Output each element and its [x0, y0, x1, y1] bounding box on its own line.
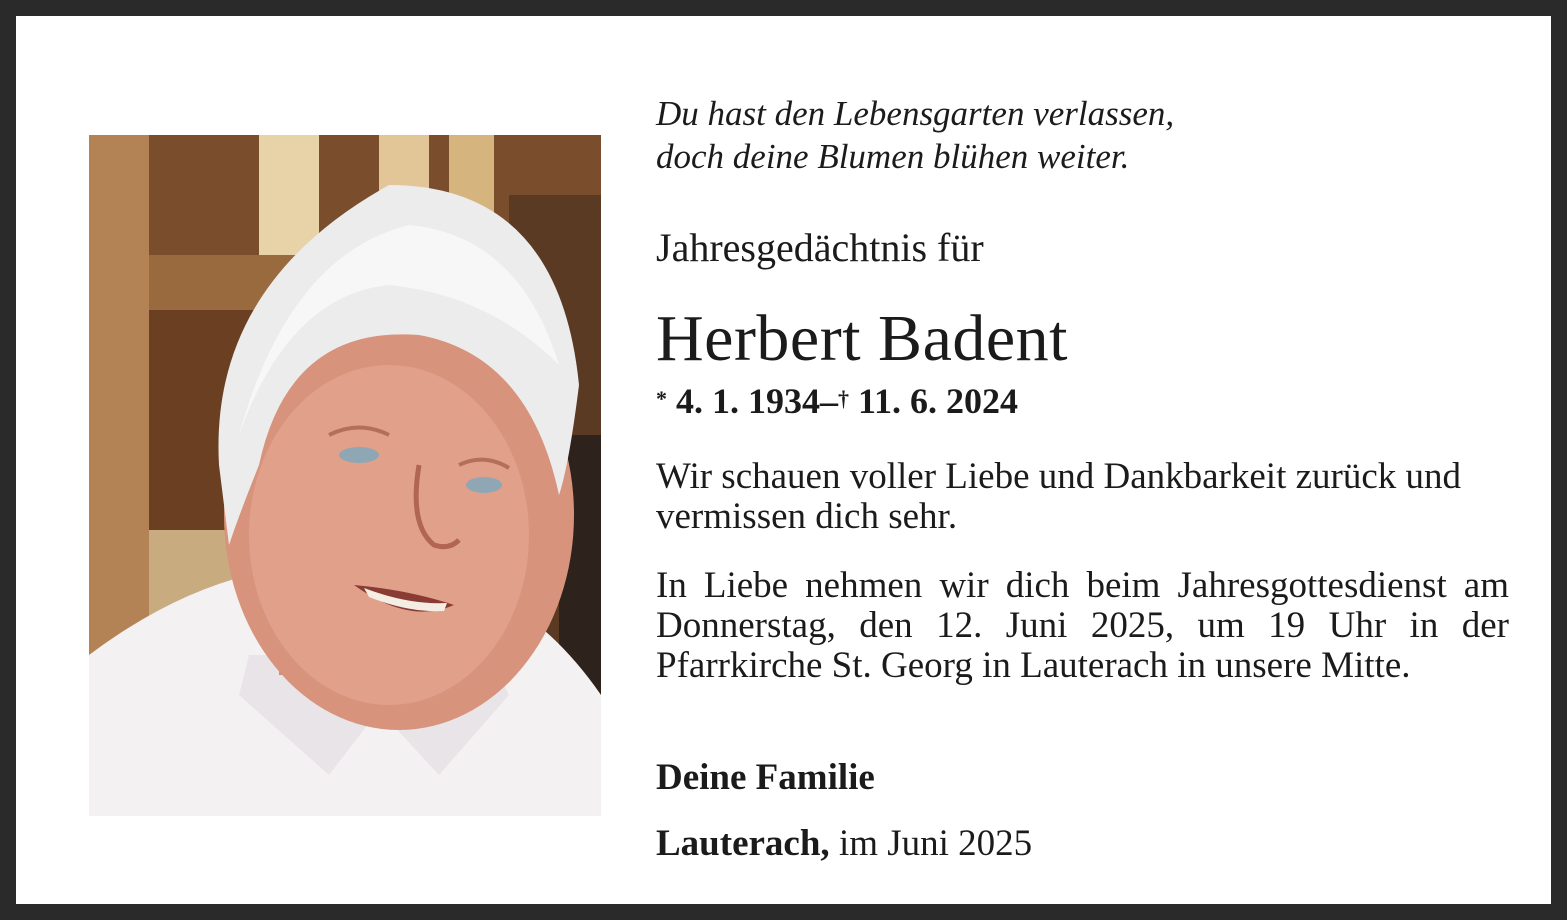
gratitude-paragraph: Wir schauen voller Liebe und Dankbarkeit zurück und vermissen dich sehr. [656, 456, 1462, 537]
birth-date: 4. 1. 1934 [676, 381, 820, 421]
verse-line-2: doch deine Blumen blühen weiter. [656, 137, 1130, 176]
place-name: Lauterach, [656, 823, 830, 864]
death-date: 11. 6. 2024 [858, 381, 1019, 421]
memorial-intro: Jahresgedächtnis für [656, 225, 984, 270]
service-paragraph: In Liebe nehmen wir dich beim Jahresgottesdienst am Donnerstag, den 12. Juni 2025, um 19 Uhr in der Pfarrkirche St. Georg in Lauterach in unsere Mitte. [656, 565, 1509, 686]
notice-date: im Juni 2025 [829, 823, 1033, 864]
portrait-image [89, 135, 601, 816]
deceased-name: Herbert Badent [656, 302, 1068, 375]
portrait-photo [89, 135, 601, 816]
date-separator: – [820, 381, 838, 421]
place-and-date [656, 822, 1032, 866]
birth-star-icon: * [656, 386, 667, 411]
life-dates [656, 380, 1018, 422]
signature: Deine Familie [656, 757, 875, 798]
verse-line-1: Du hast den Lebensgarten verlassen, [656, 94, 1175, 133]
verse [656, 92, 1174, 178]
death-cross-icon: † [838, 386, 849, 411]
